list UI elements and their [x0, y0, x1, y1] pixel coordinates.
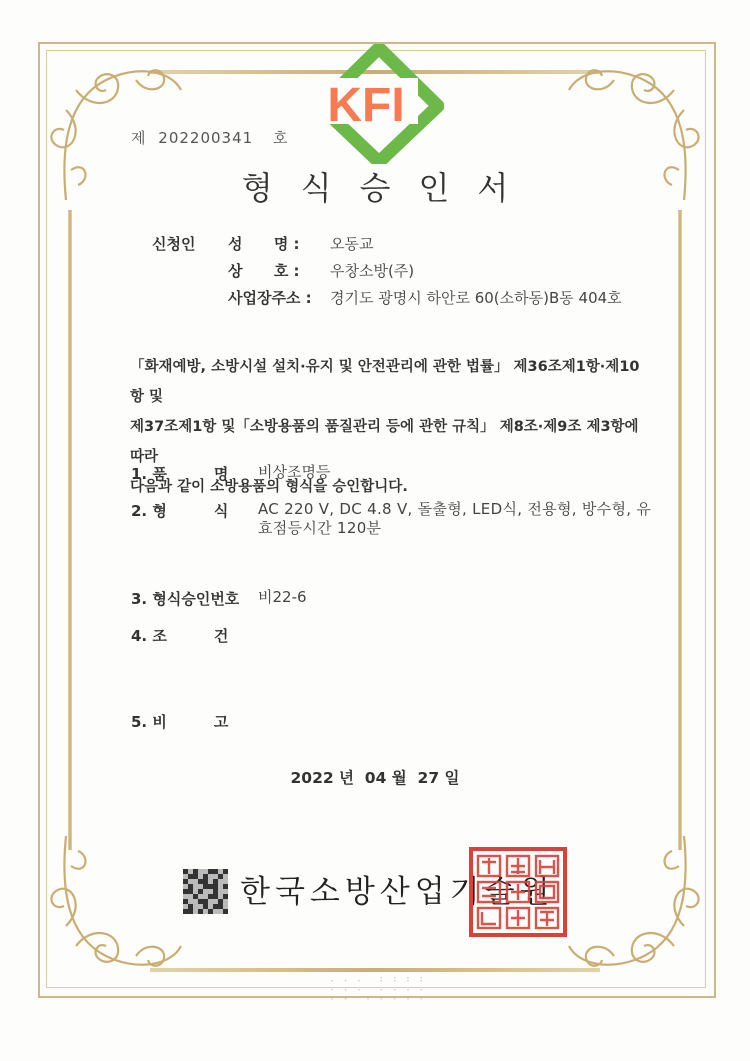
legal-basis-line: 제37조제1항 및「소방용품의 품질관리 등에 관한 규칙」 제8조·제9조 제3항에 따라	[130, 419, 639, 465]
value-line: 비상조명등	[258, 463, 331, 481]
item-label-type: 2. 형 식	[131, 502, 229, 520]
qr-code-icon	[183, 869, 228, 914]
address-label: 사업장주소 :	[228, 289, 312, 307]
value-line: 비22-6	[258, 588, 307, 606]
item-value-type	[258, 500, 651, 538]
legal-basis-line: 「화재예방, 소방시설 설치·유지 및 안전관리에 관한 법률」 제36조제1항·제10항 및	[130, 359, 640, 405]
certificate-title: 형식승인서	[241, 169, 537, 207]
item-label-product-name: 1. 품 명	[131, 465, 229, 483]
item-value-approval-number	[258, 588, 307, 607]
applicant-company: 우창소방(주)	[330, 262, 415, 280]
corner-ornament-bottom-left	[46, 826, 186, 986]
official-seal	[468, 846, 568, 938]
number-value: 202200341	[158, 129, 254, 147]
logo-text: KFI	[327, 79, 405, 132]
issue-date: 2022 년 04 월 27 일	[290, 769, 460, 787]
value-line: AC 220 V, DC 4.8 V, 돌출형, LED식, 전용형, 방수형, 유	[258, 500, 652, 518]
kfi-logo	[314, 44, 444, 164]
applicant-address: 경기도 광명시 하안로 60(소하동)B동 404호	[330, 289, 622, 307]
corner-ornament-bottom-right	[564, 826, 704, 986]
item-label-remarks: 5. 비 고	[131, 713, 229, 731]
issuer-name: 한국소방산업기술원	[240, 874, 555, 910]
legal-basis-line: 다음과 같이 소방용품의 형식을 승인합니다.	[130, 479, 408, 495]
applicant-name: 오동교	[330, 235, 374, 253]
number-prefix: 제	[131, 129, 147, 147]
value-line: 효점등시간 120분	[258, 519, 382, 537]
border-bar-right	[678, 210, 682, 850]
item-value-product-name	[258, 463, 330, 482]
item-label-conditions: 4. 조 건	[131, 627, 229, 645]
name-label: 성 명 :	[228, 235, 300, 253]
certificate-number	[131, 127, 288, 148]
applicant-section-label: 신청인	[152, 235, 196, 253]
border-bar-bottom	[150, 968, 600, 972]
border-bar-left	[68, 210, 72, 850]
company-label: 상 호 :	[228, 262, 300, 280]
watermark-dots: ⠂⠂⠂ ⠃⠃⠃⠃ ⠂⠂⠂ ⠂⠂⠂⠂ ⠂⠂ ⠂⠂⠂⠂⠂	[330, 977, 433, 1006]
item-label-approval-number: 3. 형식승인번호	[131, 590, 240, 608]
number-suffix: 호	[272, 129, 289, 147]
